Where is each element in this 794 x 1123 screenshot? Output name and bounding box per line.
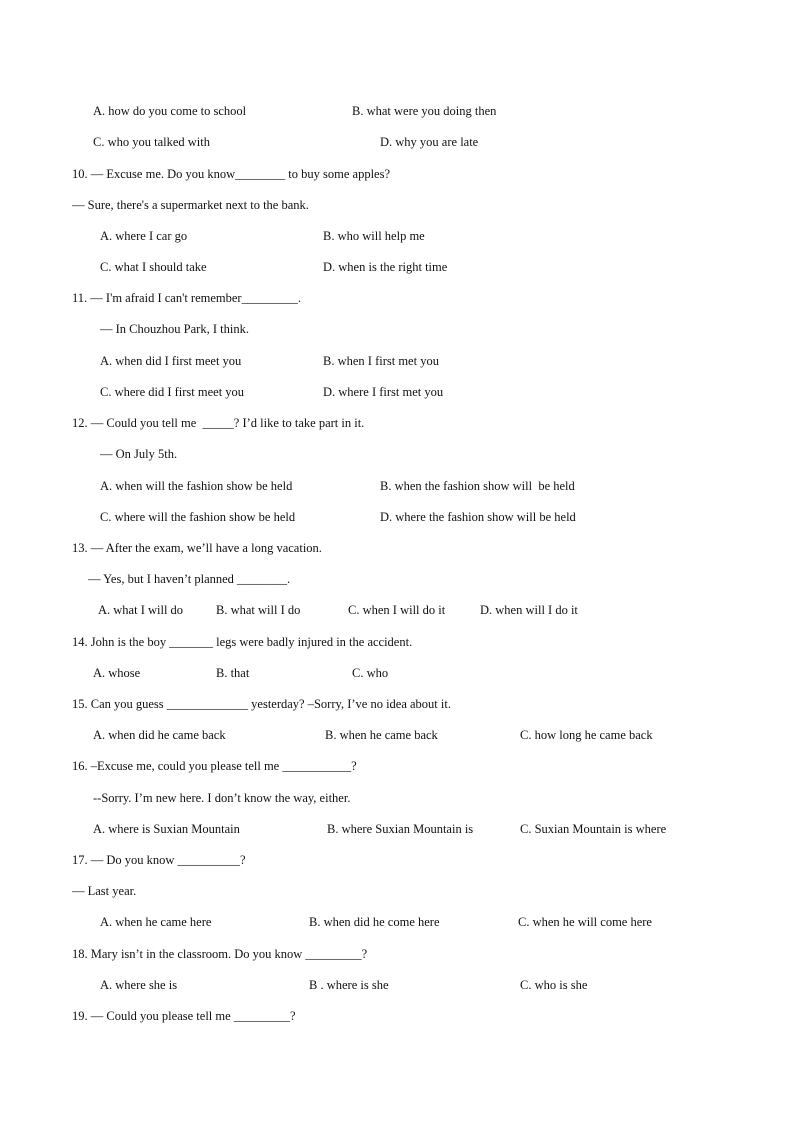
text-line: B. who will help me — [323, 229, 425, 243]
text-line: 13. — After the exam, we’ll have a long vacation. — [72, 541, 322, 555]
text-line: B. that — [216, 666, 250, 680]
text-line: A. when will the fashion show be held — [100, 479, 293, 493]
text-line: C. what I should take — [100, 260, 207, 274]
text-line: A. where is Suxian Mountain — [93, 822, 240, 836]
text-line: D. where I first met you — [323, 385, 444, 399]
text-line: B. when he came back — [325, 728, 438, 742]
text-line: 16. –Excuse me, could you please tell me ___________? — [72, 759, 357, 773]
text-line: 10. — Excuse me. Do you know________ to buy some apples? — [72, 167, 391, 181]
text-line: A. when he came here — [100, 915, 212, 929]
text-line: B. when did he come here — [309, 915, 440, 929]
text-line: B. what will I do — [216, 603, 301, 617]
text-line: — Yes, but I haven’t planned ________. — [88, 572, 291, 586]
text-line: C. who — [352, 666, 389, 680]
text-line: 12. — Could you tell me _____? I’d like to take part in it. — [72, 416, 365, 430]
text-line: A. how do you come to school — [93, 104, 247, 118]
text-line: D. when will I do it — [480, 603, 578, 617]
text-line: B. where Suxian Mountain is — [327, 822, 474, 836]
text-line: 15. Can you guess _____________ yesterday? –Sorry, I’ve no idea about it. — [72, 697, 451, 711]
text-line: A. when did I first meet you — [100, 354, 242, 368]
text-line: C. how long he came back — [520, 728, 653, 742]
text-line: B. when I first met you — [323, 354, 439, 368]
text-line: C. when he will come here — [518, 915, 652, 929]
text-line: B. what were you doing then — [352, 104, 497, 118]
text-line: C. who is she — [520, 978, 588, 992]
text-line: D. when is the right time — [323, 260, 448, 274]
text-line: A. where she is — [100, 978, 178, 992]
text-line: 14. John is the boy _______ legs were badly injured in the accident. — [72, 635, 413, 649]
text-line: 19. — Could you please tell me _________? — [72, 1009, 296, 1023]
text-line: — On July 5th. — [100, 447, 178, 461]
text-line: A. where I car go — [100, 229, 188, 243]
text-line: D. why you are late — [380, 135, 479, 149]
text-line: C. Suxian Mountain is where — [520, 822, 667, 836]
text-line: A. what I will do — [98, 603, 184, 617]
text-line: — Last year. — [72, 884, 137, 898]
text-line: C. who you talked with — [93, 135, 211, 149]
text-line: B. when the fashion show will be held — [380, 479, 575, 493]
text-line: — Sure, there's a supermarket next to the bank. — [72, 198, 309, 212]
text-line: A. when did he came back — [93, 728, 226, 742]
text-line: C. when I will do it — [348, 603, 446, 617]
text-line: B . where is she — [309, 978, 389, 992]
text-line: 11. — I'm afraid I can't remember_________. — [72, 291, 301, 305]
text-line: D. where the fashion show will be held — [380, 510, 576, 524]
text-line: --Sorry. I’m new here. I don’t know the way, either. — [93, 791, 351, 805]
text-line: — In Chouzhou Park, I think. — [100, 322, 249, 336]
text-line: C. where did I first meet you — [100, 385, 245, 399]
text-line: 18. Mary isn’t in the classroom. Do you know _________? — [72, 947, 368, 961]
text-line: 17. — Do you know __________? — [72, 853, 246, 867]
text-line: A. whose — [93, 666, 141, 680]
text-line: C. where will the fashion show be held — [100, 510, 296, 524]
